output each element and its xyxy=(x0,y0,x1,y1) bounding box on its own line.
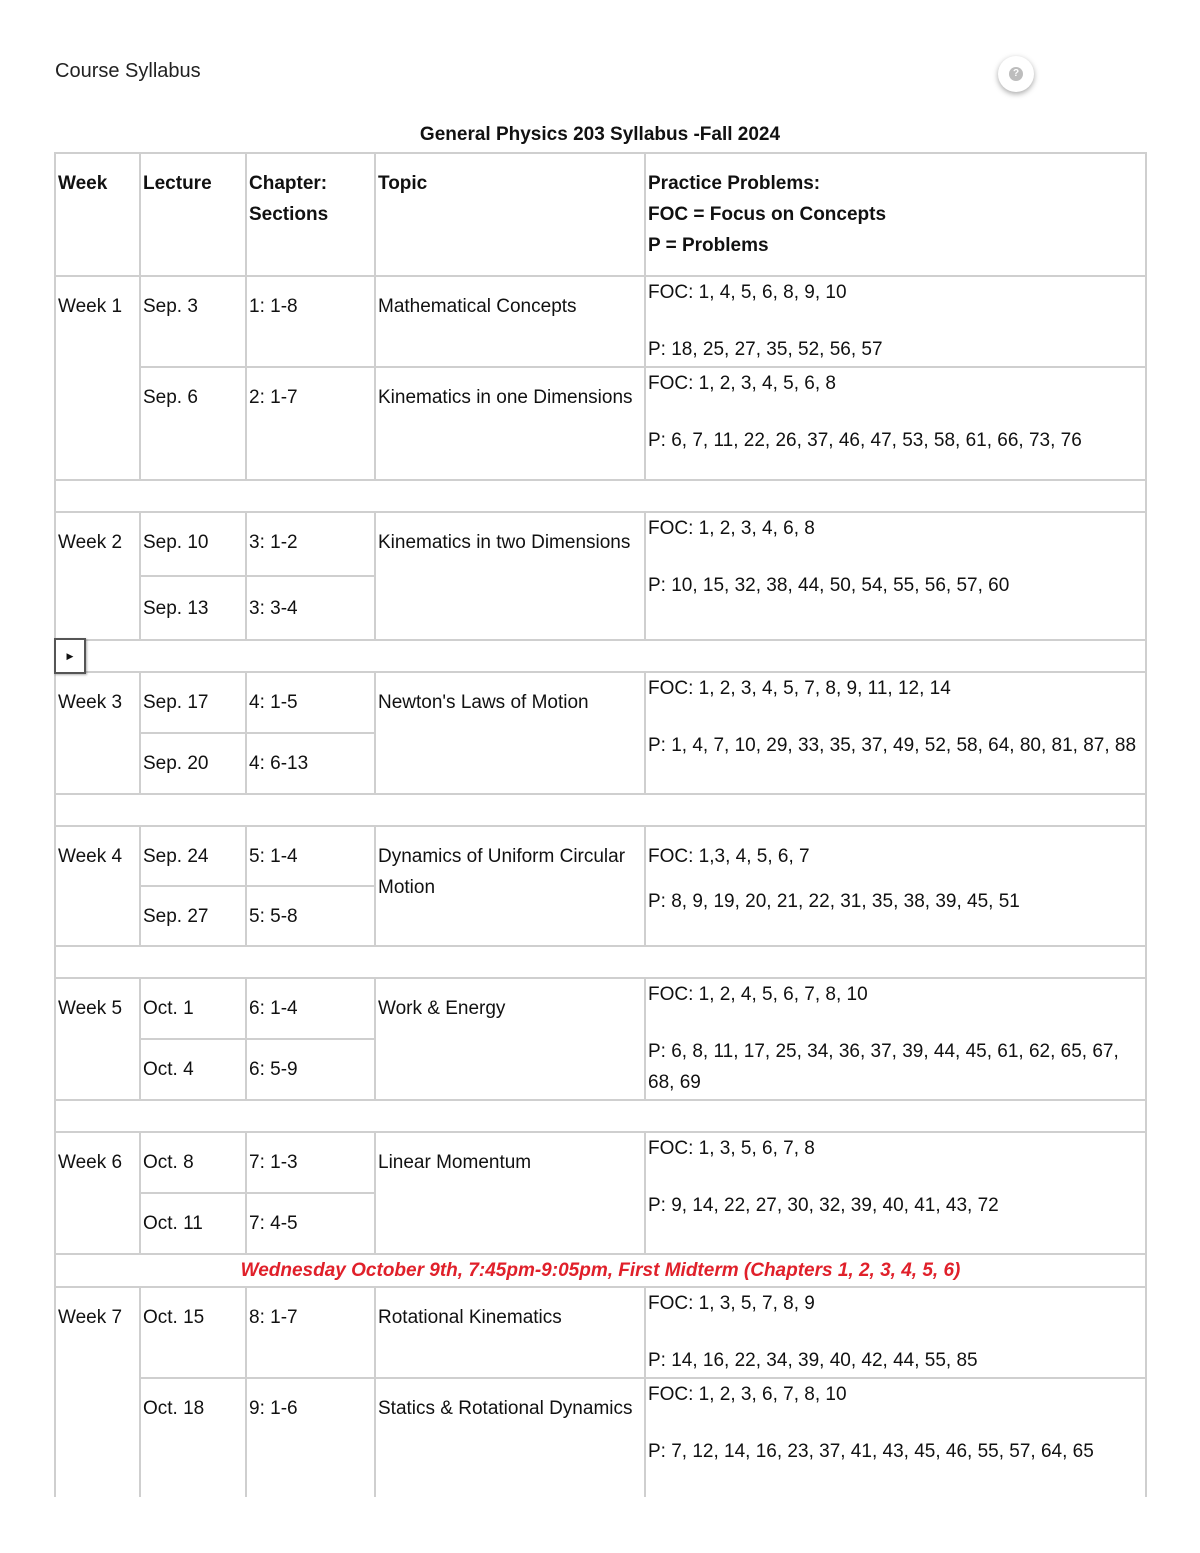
p-text: P: 18, 25, 27, 35, 52, 56, 57 xyxy=(648,339,883,360)
spacer-cell xyxy=(55,946,1146,978)
midterm-notice: Wednesday October 9th, 7:45pm-9:05pm, First Midterm (Chapters 1, 2, 3, 4, 5, 6) xyxy=(55,1254,1146,1287)
midterm-row xyxy=(55,1254,1146,1287)
spacer-cell xyxy=(55,1100,1146,1132)
syllabus-table xyxy=(54,152,1147,1509)
header-pp-title: Practice Problems: xyxy=(648,173,821,194)
header-lecture: Lecture xyxy=(140,153,246,276)
problems-cell xyxy=(645,276,1146,367)
table-row xyxy=(55,1132,1146,1193)
lecture-cell: Sep. 20 xyxy=(140,733,246,794)
foc-text: FOC: 1, 3, 5, 6, 7, 8 xyxy=(648,1138,815,1159)
table-row xyxy=(55,512,1146,576)
lecture-cell: Oct. 1 xyxy=(140,978,246,1039)
week-cell: Week 6 xyxy=(55,1132,140,1254)
header-row xyxy=(55,153,1146,276)
problems-cell xyxy=(645,672,1146,794)
week-cell: Week 7 xyxy=(55,1287,140,1508)
foc-text: FOC: 1,3, 4, 5, 6, 7 xyxy=(648,846,810,867)
header-week: Week xyxy=(55,153,140,276)
table-row xyxy=(55,367,1146,480)
foc-text: FOC: 1, 2, 4, 5, 6, 7, 8, 10 xyxy=(648,984,868,1005)
foc-text: FOC: 1, 2, 3, 4, 5, 6, 8 xyxy=(648,373,836,394)
chapter-cell: 7: 4-5 xyxy=(246,1193,375,1254)
week-cell: Week 5 xyxy=(55,978,140,1100)
spacer-cell xyxy=(55,640,1146,672)
week-cell: Week 1 xyxy=(55,276,140,480)
lecture-cell: Oct. 8 xyxy=(140,1132,246,1193)
page-title: Course Syllabus xyxy=(55,60,201,82)
problems-cell xyxy=(645,826,1146,946)
topic-cell: Statics & Rotational Dynamics xyxy=(375,1378,645,1508)
week-cell: Week 3 xyxy=(55,672,140,794)
lecture-cell: Sep. 3 xyxy=(140,276,246,367)
help-button[interactable] xyxy=(998,56,1034,92)
p-text: P: 6, 7, 11, 22, 26, 37, 46, 47, 53, 58, 61, 66, 73, 76 xyxy=(648,430,1082,451)
spacer-row xyxy=(55,946,1146,978)
problems-cell xyxy=(645,1287,1146,1378)
p-text: P: 14, 16, 22, 34, 39, 40, 42, 44, 55, 85 xyxy=(648,1350,978,1371)
lecture-cell: Oct. 18 xyxy=(140,1378,246,1508)
spacer-cell xyxy=(55,794,1146,826)
syllabus-heading: General Physics 203 Syllabus -Fall 2024 xyxy=(419,124,781,145)
topic-cell: Linear Momentum xyxy=(375,1132,645,1254)
table-row xyxy=(55,1378,1146,1508)
lecture-cell: Oct. 11 xyxy=(140,1193,246,1254)
p-text: P: 8, 9, 19, 20, 21, 22, 31, 35, 38, 39, 45, 51 xyxy=(648,891,1020,912)
question-mark-icon: ? xyxy=(1009,67,1023,81)
topic-cell: Work & Energy xyxy=(375,978,645,1100)
lecture-cell: Sep. 6 xyxy=(140,367,246,480)
foc-text: FOC: 1, 3, 5, 7, 8, 9 xyxy=(648,1293,815,1314)
topic-cell: Rotational Kinematics xyxy=(375,1287,645,1378)
header-topic: Topic xyxy=(375,153,645,276)
chapter-cell: 7: 1-3 xyxy=(246,1132,375,1193)
chapter-cell: 8: 1-7 xyxy=(246,1287,375,1378)
problems-cell xyxy=(645,367,1146,480)
lecture-cell: Oct. 15 xyxy=(140,1287,246,1378)
spacer-cell xyxy=(55,480,1146,512)
lecture-cell: Sep. 17 xyxy=(140,672,246,733)
p-text: P: 10, 15, 32, 38, 44, 50, 54, 55, 56, 57, 60 xyxy=(648,575,1010,596)
header-pp-p: P = Problems xyxy=(648,235,769,256)
problems-cell xyxy=(645,1378,1146,1508)
foc-text: FOC: 1, 2, 3, 4, 6, 8 xyxy=(648,518,815,539)
chapter-cell: 4: 6-13 xyxy=(246,733,375,794)
topic-cell: Mathematical Concepts xyxy=(375,276,645,367)
chapter-cell: 6: 1-4 xyxy=(246,978,375,1039)
foc-text: FOC: 1, 4, 5, 6, 8, 9, 10 xyxy=(648,282,847,303)
chapter-cell: 4: 1-5 xyxy=(246,672,375,733)
header-practice-problems xyxy=(645,153,1146,276)
lecture-cell: Sep. 27 xyxy=(140,886,246,946)
topic-cell: Kinematics in two Dimensions xyxy=(375,512,645,640)
problems-cell xyxy=(645,978,1146,1100)
p-text: P: 7, 12, 14, 16, 23, 37, 41, 43, 45, 46, 55, 57, 64, 65 xyxy=(648,1441,1094,1462)
spacer-row xyxy=(55,640,1146,672)
table-row xyxy=(55,276,1146,367)
p-text: P: 1, 4, 7, 10, 29, 33, 35, 37, 49, 52, 58, 64, 80, 81, 87, 88 xyxy=(648,735,1137,756)
chapter-cell: 5: 5-8 xyxy=(246,886,375,946)
lecture-cell: Sep. 13 xyxy=(140,576,246,640)
p-text: P: 9, 14, 22, 27, 30, 32, 39, 40, 41, 43, 72 xyxy=(648,1195,999,1216)
spacer-row xyxy=(55,480,1146,512)
table-row xyxy=(55,1287,1146,1378)
topic-cell: Dynamics of Uniform Circular Motion xyxy=(375,826,645,946)
topic-cell: Kinematics in one Dimensions xyxy=(375,367,645,480)
triangle-right-icon: ▶ xyxy=(66,650,74,661)
page-cutoff xyxy=(0,1497,1200,1553)
chapter-cell: 9: 1-6 xyxy=(246,1378,375,1508)
chapter-cell: 3: 1-2 xyxy=(246,512,375,576)
problems-cell xyxy=(645,512,1146,640)
week-cell: Week 4 xyxy=(55,826,140,946)
spacer-row xyxy=(55,1100,1146,1132)
row-toggle-button[interactable] xyxy=(54,638,86,674)
table-row xyxy=(55,826,1146,886)
lecture-cell: Sep. 10 xyxy=(140,512,246,576)
chapter-cell: 1: 1-8 xyxy=(246,276,375,367)
topic-cell: Newton's Laws of Motion xyxy=(375,672,645,794)
chapter-cell: 2: 1-7 xyxy=(246,367,375,480)
spacer-row xyxy=(55,794,1146,826)
lecture-cell: Oct. 4 xyxy=(140,1039,246,1100)
table-row xyxy=(55,978,1146,1039)
chapter-cell: 3: 3-4 xyxy=(246,576,375,640)
chapter-cell: 6: 5-9 xyxy=(246,1039,375,1100)
p-text: P: 6, 8, 11, 17, 25, 34, 36, 37, 39, 44, 45, 61, 62, 65, 67, 68, 69 xyxy=(648,1041,1119,1093)
chapter-cell: 5: 1-4 xyxy=(246,826,375,886)
table-row xyxy=(55,672,1146,733)
lecture-cell: Sep. 24 xyxy=(140,826,246,886)
foc-text: FOC: 1, 2, 3, 4, 5, 7, 8, 9, 11, 12, 14 xyxy=(648,678,951,699)
foc-text: FOC: 1, 2, 3, 6, 7, 8, 10 xyxy=(648,1384,847,1405)
header-pp-foc: FOC = Focus on Concepts xyxy=(648,204,887,225)
header-chapter: Chapter: Sections xyxy=(246,153,375,276)
problems-cell xyxy=(645,1132,1146,1254)
week-cell: Week 2 xyxy=(55,512,140,640)
